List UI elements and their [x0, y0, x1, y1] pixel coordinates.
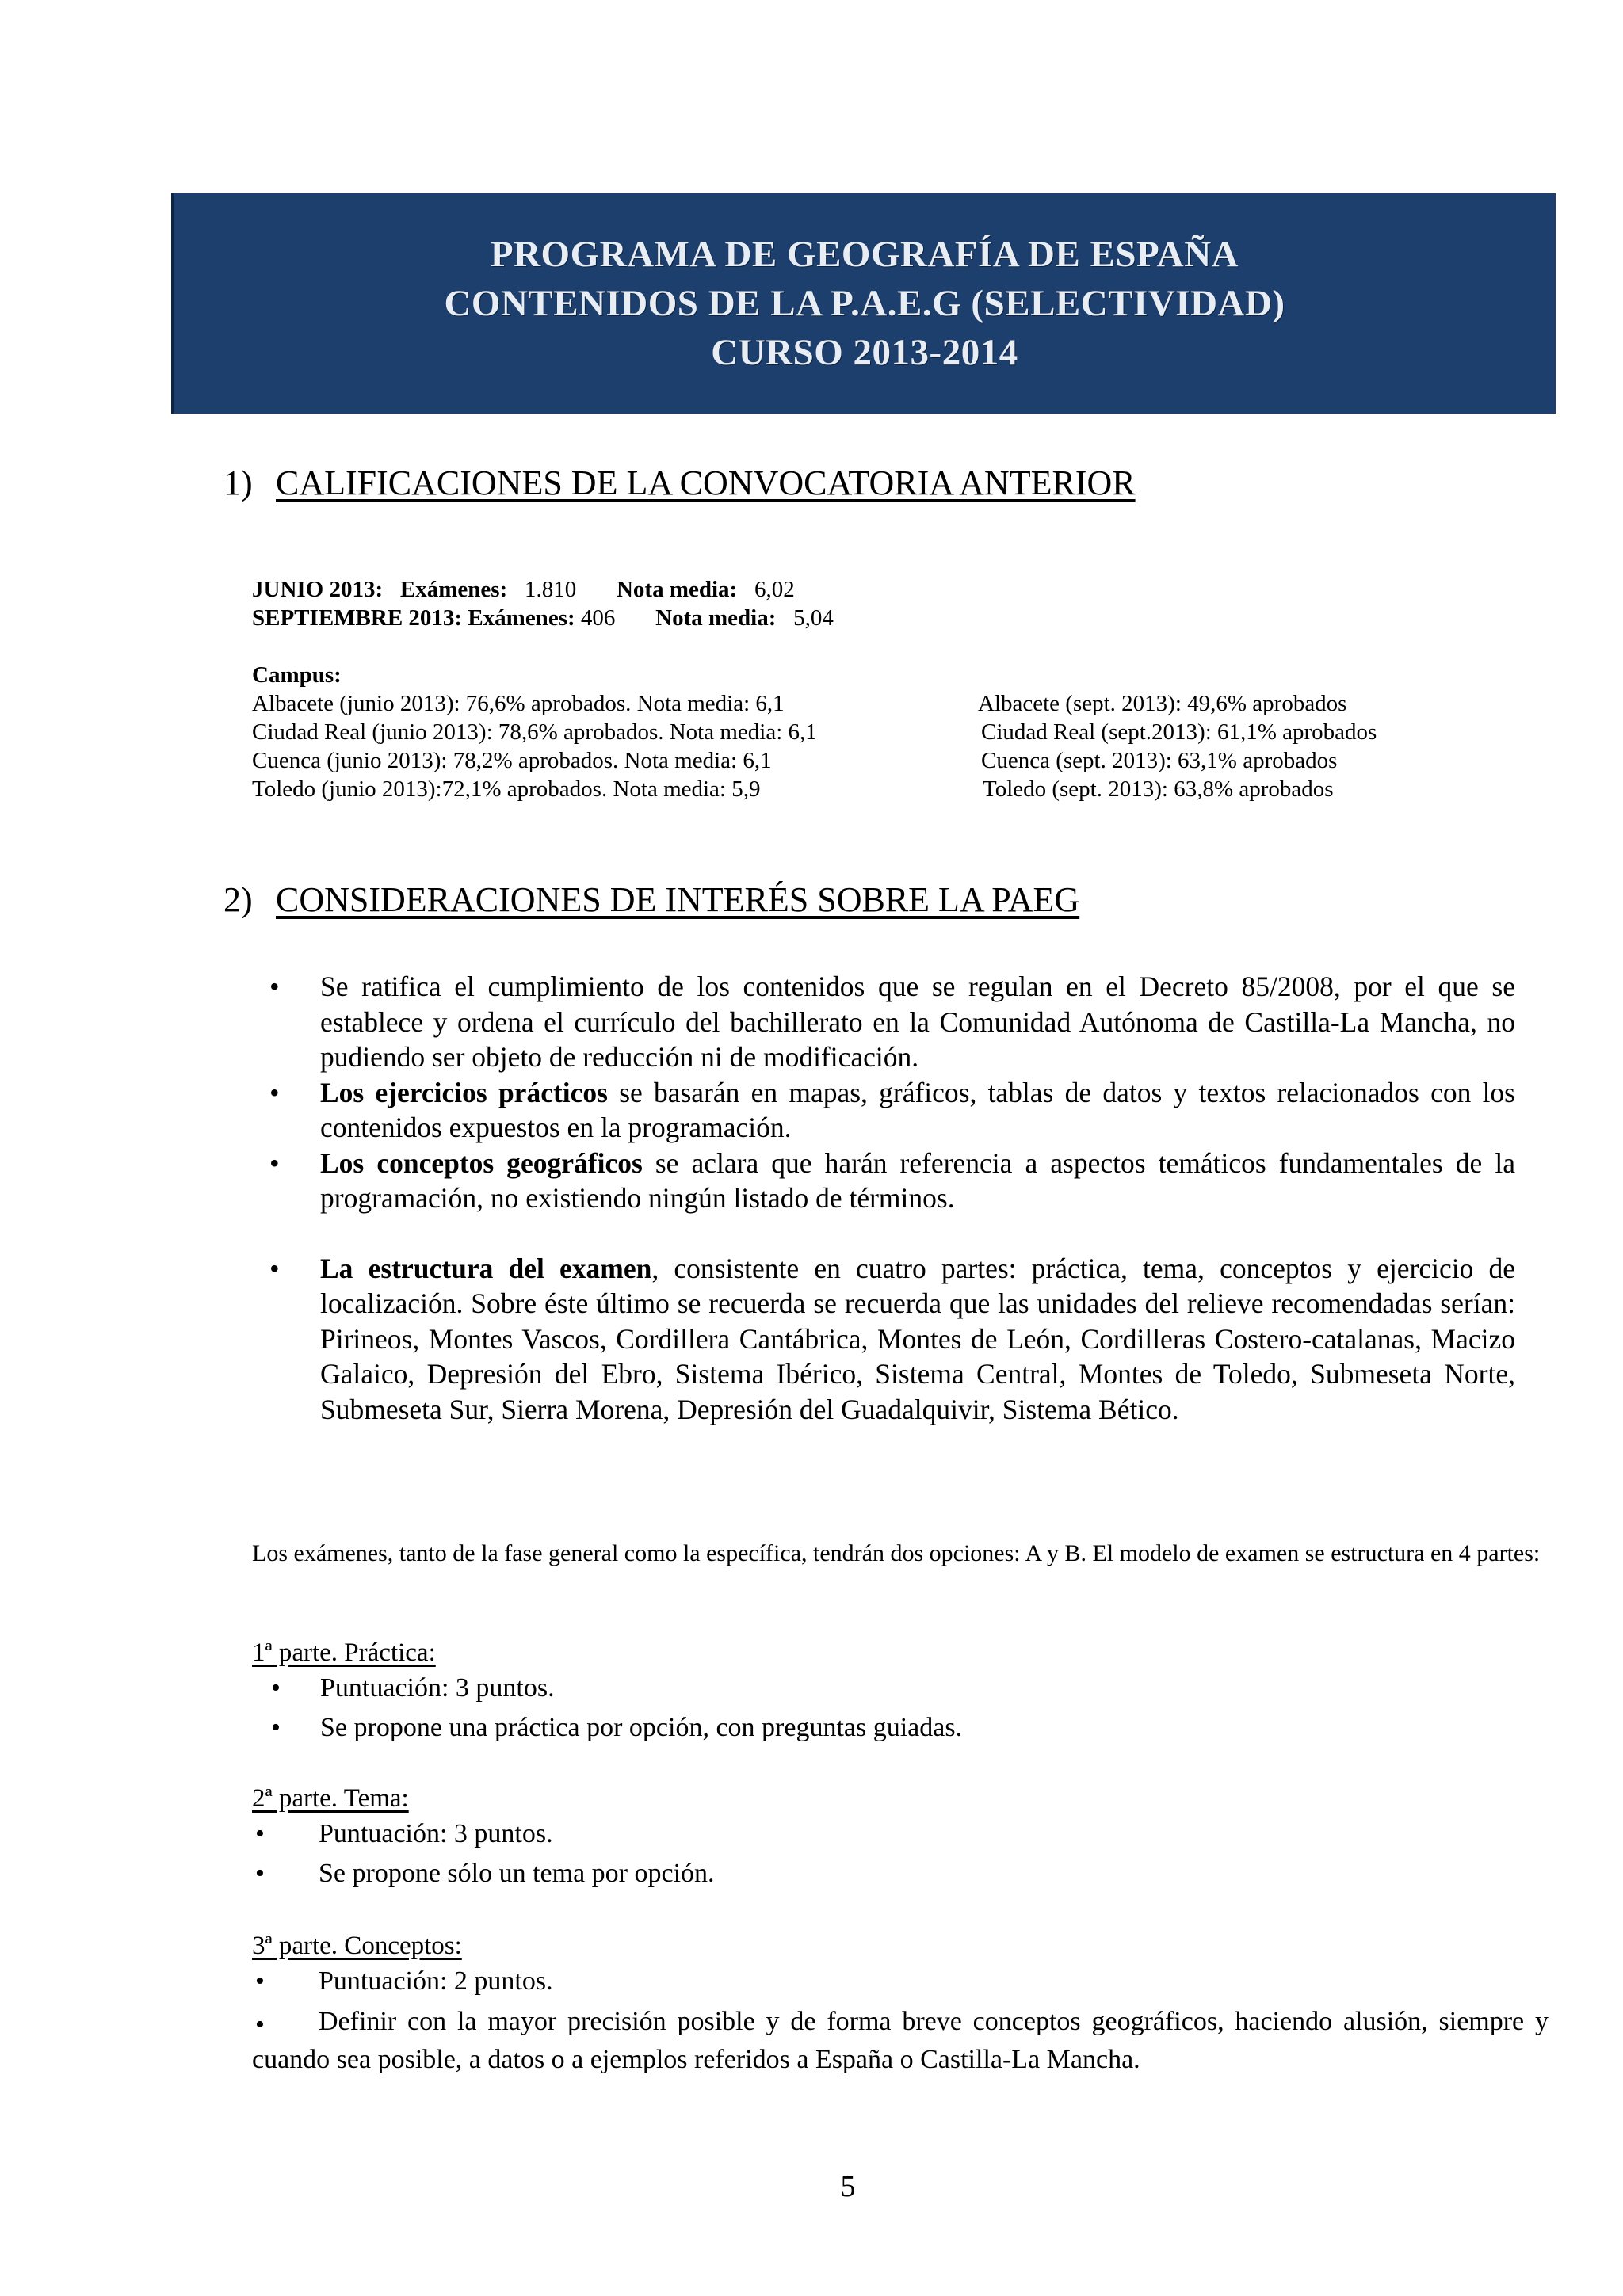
- campus-sept-toledo: Toledo (sept. 2013): 63,8% aprobados: [983, 776, 1334, 802]
- junio-examenes: 1.810: [524, 577, 577, 602]
- campus-sept-cuenca: Cuenca (sept. 2013): 63,1% aprobados: [981, 748, 1338, 773]
- campus-junio-albacete: Albacete (junio 2013): 76,6% aprobados. Nota media: 6,1: [252, 691, 785, 716]
- consideration-text: Se ratifica el cumplimiento de los contenidos que se regulan en el Decreto 85/2008, por el que se establece y ordena el currículo del bachillerato en la Comunidad Autónoma de Castilla-La Mancha, no pudiendo ser objeto de reducción ni de modificación.: [320, 971, 1515, 1073]
- list-item-text: Definir con la mayor precisión posible y de forma breve conceptos geográficos, haciendo alusión, siempre y cuando sea posible, a datos o a ejemplos referidos a España o Castilla-La Mancha.: [252, 2007, 1549, 2074]
- consideration-bold: Los conceptos geográficos: [320, 1146, 643, 1179]
- nota-label: Nota media:: [655, 605, 777, 631]
- consideration-item: [255, 1251, 1515, 1428]
- part-3-title: 3ª parte. Conceptos:: [252, 1932, 462, 1960]
- sept-stats: [252, 604, 834, 632]
- title-banner: [171, 193, 1556, 414]
- consideration-bold: La estructura del examen: [320, 1252, 652, 1284]
- campus-label: [252, 661, 342, 689]
- campus-junio-toledo: Toledo (junio 2013):72,1% aprobados. Nota media: 5,9: [252, 776, 761, 802]
- section-2-heading: [223, 879, 1079, 921]
- part-2-title: 2ª parte. Tema:: [252, 1784, 409, 1813]
- intro-paragraph: Los exámenes, tanto de la fase general como la específica, tendrán dos opciones: A y B. El modelo de examen se estructura en 4 partes:: [252, 1540, 1541, 1566]
- sept-label: SEPTIEMBRE 2013: Exámenes:: [252, 605, 575, 631]
- campus-junio-ciudad-real: Ciudad Real (junio 2013): 78,6% aprobados. Nota media: 6,1: [252, 719, 817, 745]
- examenes-label: Exámenes:: [399, 577, 508, 602]
- campus-label-text: Campus:: [252, 662, 342, 688]
- campus-junio-cuenca: Cuenca (junio 2013): 78,2% aprobados. Nota media: 6,1: [252, 748, 772, 773]
- page-number: 5: [840, 2170, 856, 2203]
- section-1-number: 1): [223, 463, 253, 502]
- campus-sept-ciudad-real: Ciudad Real (sept.2013): 61,1% aprobados: [981, 719, 1377, 745]
- sept-examenes: 406: [580, 605, 616, 631]
- part-3-definition-item: [252, 2003, 1549, 2079]
- list-item: • Puntuación: 2 puntos.: [252, 1962, 553, 2001]
- list-item: • Puntuación: 3 puntos.: [252, 1669, 962, 1708]
- considerations-list: [255, 969, 1515, 1427]
- junio-stats: [252, 575, 795, 604]
- list-item: • Se propone sólo un tema por opción.: [252, 1854, 715, 1894]
- consideration-item: [255, 1075, 1515, 1146]
- consideration-bold: Los ejercicios prácticos: [320, 1076, 608, 1108]
- consideration-item: [255, 1146, 1515, 1216]
- junio-label: JUNIO 2013:: [252, 577, 384, 602]
- nota-label: Nota media:: [616, 577, 738, 602]
- part-2-list: [252, 1814, 715, 1894]
- sept-nota: 5,04: [793, 605, 834, 631]
- consideration-text: se basarán en mapas, gráficos, tablas de datos y textos relacionados con los contenidos expuestos en la programación.: [320, 1076, 1515, 1143]
- consideration-text: , consistente en cuatro partes: práctica, tema, conceptos y ejercicio de localización. Sobre éste último se recuerda se recuerda que las unidades del relieve recomendadas serían: Pirineos, Montes Vascos, Cordillera Cantábrica, Montes de León, Cordilleras Costero-catalanas, Macizo Galaico, Depresión del Ebro, Sistema Ibérico, Sistema Central, Montes de Toledo, Submeseta Norte, Submeseta Sur, Sierra Morena, Depresión del Guadalquivir, Sistema Bético.: [320, 1252, 1516, 1425]
- part-1-title: 1ª parte. Práctica:: [252, 1638, 436, 1667]
- campus-sept-albacete: Albacete (sept. 2013): 49,6% aprobados: [978, 691, 1347, 716]
- consideration-item: [255, 969, 1515, 1075]
- junio-nota: 6,02: [754, 577, 795, 602]
- part-1-list: [252, 1669, 962, 1748]
- consideration-text: se aclara que harán referencia a aspectos temáticos fundamentales de la programación, no existiendo ningún listado de términos.: [320, 1146, 1515, 1214]
- banner-line-2: CONTENIDOS DE LA P.A.E.G (SELECTIVIDAD): [444, 283, 1285, 324]
- list-item: • Se propone una práctica por opción, con preguntas guiadas.: [252, 1708, 962, 1748]
- section-1-heading: [223, 463, 1136, 504]
- section-2-title: CONSIDERACIONES DE INTERÉS SOBRE LA PAEG: [276, 880, 1080, 919]
- list-item: • Puntuación: 3 puntos.: [252, 1814, 715, 1854]
- banner-line-1: PROGRAMA DE GEOGRAFÍA DE ESPAÑA: [490, 234, 1239, 275]
- part-3-list: [252, 1962, 553, 2001]
- section-2-number: 2): [223, 880, 253, 919]
- section-1-title: CALIFICACIONES DE LA CONVOCATORIA ANTERIOR: [276, 463, 1136, 502]
- banner-line-3: CURSO 2013-2014: [711, 332, 1018, 373]
